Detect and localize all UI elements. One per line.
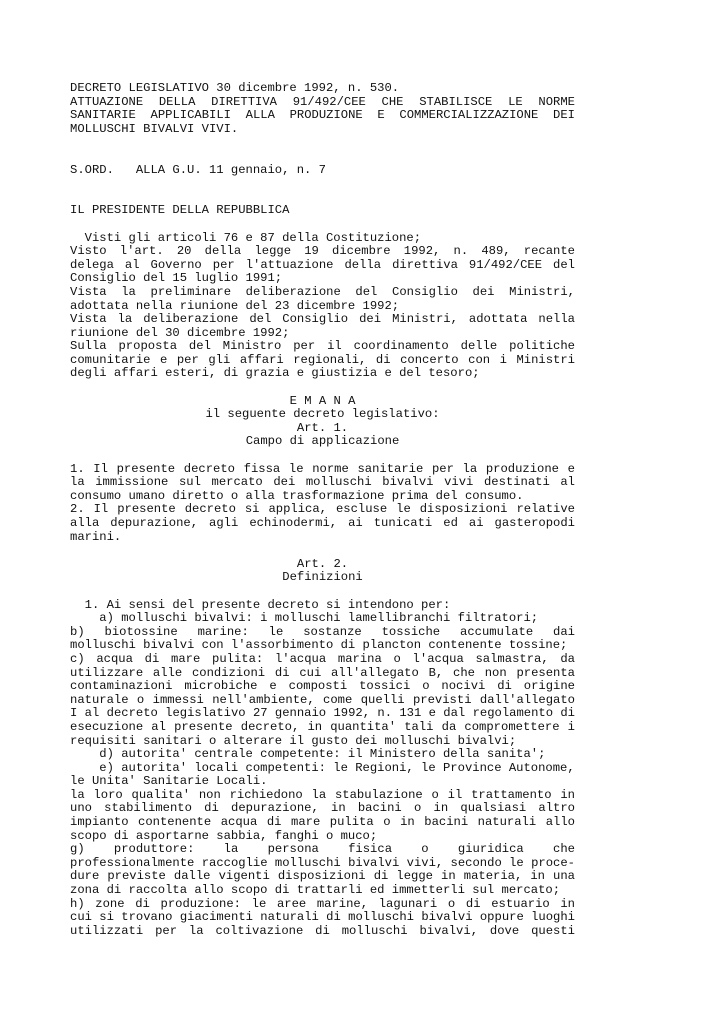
text-line: impianto contenente acqua di mare pulita o in bacini naturali allo bbox=[70, 815, 575, 830]
document-page bbox=[70, 82, 575, 938]
text-line: Consiglio del 15 luglio 1991; bbox=[70, 271, 283, 286]
text-line: c) acqua di mare pulita: l'acqua marina o l'acqua salmastra, da bbox=[70, 651, 575, 666]
text-line: uno stabilimento di depurazione, in bacini o in qualsiasi altro bbox=[70, 801, 575, 816]
text-line: comunitarie e per gli affari regionali, di concerto con i Ministri bbox=[70, 352, 575, 367]
text-line: zona di raccolta allo scopo di trattarli ed immetterli sul mercato; bbox=[70, 883, 561, 898]
president-heading: IL PRESIDENTE DELLA REPUBBLICA bbox=[70, 203, 290, 218]
text-line: 1. Il presente decreto fissa le norme sanitarie per la produzione e bbox=[70, 461, 575, 476]
text-line: molluschi bivalvi con l'assorbimento di plancton contenente tossine; bbox=[70, 638, 568, 653]
text-line: riunione del 30 dicembre 1992; bbox=[70, 325, 290, 340]
emana-heading: E M A N A bbox=[289, 393, 356, 408]
text-line: a) molluschi bivalvi: i molluschi lamellibranchi filtratori; bbox=[70, 611, 539, 626]
text-line: delega al Governo per l'attuazione della direttiva 91/492/CEE del bbox=[70, 257, 575, 272]
decree-subject-line-2: SANITARIE APPLICABILI ALLA PRODUZIONE E COMMERCIALIZZAZIONE DEI bbox=[70, 108, 575, 123]
text-line: I al decreto legislativo 27 gennaio 1992, n. 131 e dal regolamento di bbox=[70, 706, 575, 721]
decree-title: DECRETO LEGISLATIVO 30 dicembre 1992, n. 530. bbox=[70, 81, 400, 95]
text-line: degli affari esteri, di grazia e giustizia e del tesoro; bbox=[70, 366, 480, 381]
article-2-body bbox=[70, 599, 575, 939]
text-line: professionalmente raccoglie molluschi bivalvi vivi, secondo le proce- bbox=[70, 855, 575, 870]
text-line: e) autorita' locali competenti: le Regioni, le Province Autonome, bbox=[70, 760, 575, 775]
article-1-body bbox=[70, 463, 575, 545]
decree-subject-line-3: MOLLUSCHI BIVALVI VIVI. bbox=[70, 121, 239, 136]
text-line: le Unita' Sanitarie Locali. bbox=[70, 774, 268, 789]
preamble bbox=[70, 232, 575, 382]
text-line: 2. Il presente decreto si applica, escluse le disposizioni relative bbox=[70, 502, 575, 517]
article-2-title: Definizioni bbox=[282, 570, 363, 585]
text-line: utilizzati per la coltivazione di molluschi bivalvi, dove questi bbox=[70, 923, 575, 938]
text-line: h) zone di produzione: le aree marine, lagunari o di estuario in bbox=[70, 896, 575, 911]
gazette-reference: S.ORD. ALLA G.U. 11 gennaio, n. 7 bbox=[70, 162, 326, 177]
text-line: b) biotossine marine: le sostanze tossiche accumulate dai bbox=[70, 624, 575, 639]
text-line: Visti gli articoli 76 e 87 della Costituzione; bbox=[70, 230, 422, 245]
text-line: alla depurazione, agli echinodermi, ai tunicati ed ai gasteropodi bbox=[70, 516, 575, 530]
text-line: dure previste dalle vigenti disposizioni di legge in materia, in una bbox=[70, 869, 575, 884]
decree-subject-line-1: ATTUAZIONE DELLA DIRETTIVA 91/492/CEE CHE STABILISCE LE NORME bbox=[70, 94, 575, 109]
text-line: 1. Ai sensi del presente decreto si intendono per: bbox=[70, 597, 451, 612]
text-line: naturale o immessi nell'ambiente, come quelli previsti dall'allegato bbox=[70, 692, 575, 707]
text-line: contaminazioni microbiche e composti tossici o nocivi di origine bbox=[70, 679, 575, 694]
article-1-title: Campo di applicazione bbox=[245, 434, 400, 449]
text-line: consumo umano diretto o alla trasformazione prima del consumo. bbox=[70, 488, 524, 503]
text-line: utilizzare alle condizioni di cui all'allegato B, che non presenta bbox=[70, 665, 575, 680]
text-line: Vista la preliminare deliberazione del Consiglio dei Ministri, bbox=[70, 284, 575, 299]
article-1-label: Art. 1. bbox=[296, 420, 349, 435]
article-2-label: Art. 2. bbox=[296, 556, 349, 571]
text-line: adottata nella riunione del 23 dicembre 1992; bbox=[70, 298, 400, 313]
text-line: g) produttore: la persona fisica o giuridica che bbox=[70, 842, 575, 857]
text-line: marini. bbox=[70, 529, 122, 544]
text-line: requisiti sanitari o alterare il gusto dei molluschi bivalvi; bbox=[70, 733, 517, 748]
text-line: la immissione sul mercato dei molluschi bivalvi vivi destinati al bbox=[70, 475, 575, 490]
text-line: la loro qualita' non richiedono la stabulazione o il trattamento in bbox=[70, 787, 575, 802]
text-line: d) autorita' centrale competente: il Ministero della sanita'; bbox=[70, 747, 546, 762]
text-line: scopo di asportarne sabbia, fanghi o muco; bbox=[70, 828, 378, 843]
text-line: Vista la deliberazione del Consiglio dei Ministri, adottata nella bbox=[70, 312, 575, 327]
text-line: cui si trovano giacimenti naturali di molluschi bivalvi oppure luoghi bbox=[70, 910, 575, 925]
text-line: Sulla proposta del Ministro per il coordinamento delle politiche bbox=[70, 339, 575, 354]
decree-intro: il seguente decreto legislativo: bbox=[205, 407, 440, 422]
text-line: esecuzione al presente decreto, in quantita' tali da compromettere i bbox=[70, 719, 575, 734]
text-line: Visto l'art. 20 della legge 19 dicembre 1992, n. 489, recante bbox=[70, 244, 575, 259]
